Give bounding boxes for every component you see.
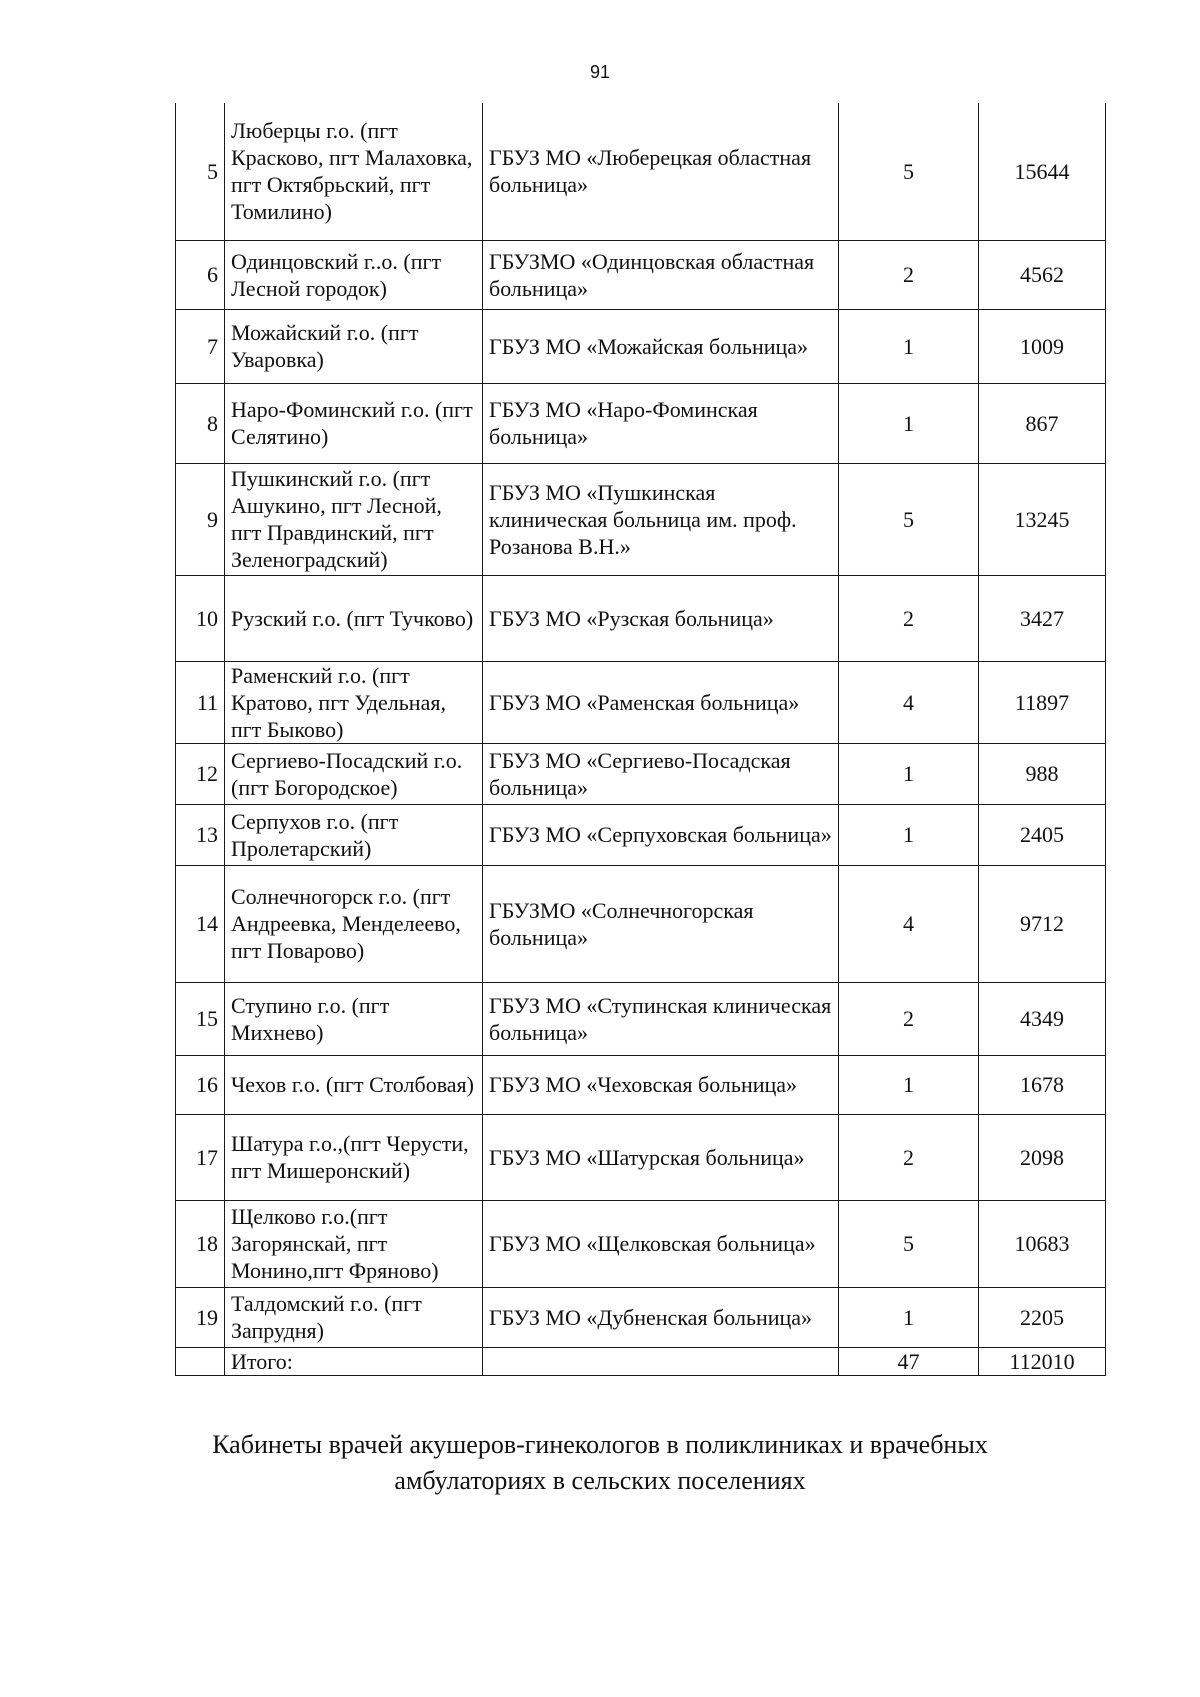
organization-cell: ГБУЗ МО «Ступинская клиническая больница» [483, 982, 839, 1055]
page-number: 91 [589, 62, 611, 82]
area-cell: Наро-Фоминский г.о. (пгт Селятино) [225, 383, 483, 463]
area-cell: Талдомский г.о. (пгт Запрудня) [225, 1287, 483, 1347]
count-cell: 1 [839, 804, 979, 865]
organization-cell: ГБУЗМО «Одинцовская областная больница» [483, 240, 839, 309]
row-number: 6 [176, 240, 225, 309]
area-cell: Шатура г.о.,(пгт Черусти, пгт Мишеронский) [225, 1114, 483, 1200]
population-cell: 9712 [979, 865, 1106, 982]
population-cell: 10683 [979, 1200, 1106, 1287]
table-row [176, 982, 1106, 1055]
row-number: 10 [176, 575, 225, 661]
population-cell: 4562 [979, 240, 1106, 309]
organization-cell: ГБУЗ МО «Шатурская больница» [483, 1114, 839, 1200]
table-row [176, 575, 1106, 661]
organization-cell: ГБУЗ МО «Дубненская больница» [483, 1287, 839, 1347]
population-cell: 11897 [979, 661, 1106, 743]
count-cell: 1 [839, 1287, 979, 1347]
area-cell: Можайский г.о. (пгт Уваровка) [225, 309, 483, 383]
row-number: 18 [176, 1200, 225, 1287]
row-number: 13 [176, 804, 225, 865]
row-number: 11 [176, 661, 225, 743]
table-row [176, 1114, 1106, 1200]
area-cell: Раменский г.о. (пгт Кратово, пгт Удельная, пгт Быково) [225, 661, 483, 743]
area-cell: Чехов г.о. (пгт Столбовая) [225, 1055, 483, 1114]
table-row [176, 463, 1106, 575]
table-row [176, 804, 1106, 865]
organization-cell: ГБУЗ МО «Рузская больница» [483, 575, 839, 661]
organization-cell: ГБУЗ МО «Чеховская больница» [483, 1055, 839, 1114]
table-row [176, 309, 1106, 383]
table-row [176, 383, 1106, 463]
organization-cell: ГБУЗМО «Солнечногорская больница» [483, 865, 839, 982]
organization-cell: ГБУЗ МО «Люберецкая областная больница» [483, 103, 839, 240]
row-number: 15 [176, 982, 225, 1055]
population-cell: 15644 [979, 103, 1106, 240]
population-cell: 13245 [979, 463, 1106, 575]
count-cell: 2 [839, 1114, 979, 1200]
count-cell: 2 [839, 240, 979, 309]
population-cell: 4349 [979, 982, 1106, 1055]
total-population: 112010 [979, 1347, 1106, 1375]
count-cell: 1 [839, 1055, 979, 1114]
table-row [176, 1287, 1106, 1347]
table-row [176, 661, 1106, 743]
population-cell: 3427 [979, 575, 1106, 661]
count-cell: 2 [839, 982, 979, 1055]
organization-cell: ГБУЗ МО «Пушкинская клиническая больница им. проф. Розанова В.Н.» [483, 463, 839, 575]
row-number: 12 [176, 743, 225, 804]
area-cell: Рузский г.о. (пгт Тучково) [225, 575, 483, 661]
area-cell: Сергиево-Посадский г.о. (пгт Богородское) [225, 743, 483, 804]
table-row [176, 1055, 1106, 1114]
population-cell: 1678 [979, 1055, 1106, 1114]
total-empty-cell [176, 1347, 225, 1375]
hospital-table [175, 103, 1106, 1376]
count-cell: 1 [839, 383, 979, 463]
organization-cell: ГБУЗ МО «Раменская больница» [483, 661, 839, 743]
table-total-row [176, 1347, 1106, 1375]
count-cell: 1 [839, 743, 979, 804]
population-cell: 1009 [979, 309, 1106, 383]
count-cell: 4 [839, 661, 979, 743]
row-number: 9 [176, 463, 225, 575]
area-cell: Солнечногорск г.о. (пгт Андреевка, Менделеево, пгт Поварово) [225, 865, 483, 982]
area-cell: Одинцовский г..о. (пгт Лесной городок) [225, 240, 483, 309]
row-number: 17 [176, 1114, 225, 1200]
total-label: Итого: [225, 1347, 483, 1375]
area-cell: Пушкинский г.о. (пгт Ашукино, пгт Лесной, пгт Правдинский, пгт Зеленоградский) [225, 463, 483, 575]
population-cell: 988 [979, 743, 1106, 804]
count-cell: 2 [839, 575, 979, 661]
table-row [176, 103, 1106, 240]
total-count: 47 [839, 1347, 979, 1375]
row-number: 16 [176, 1055, 225, 1114]
row-number: 14 [176, 865, 225, 982]
table-row [176, 240, 1106, 309]
table-row [176, 865, 1106, 982]
area-cell: Серпухов г.о. (пгт Пролетарский) [225, 804, 483, 865]
organization-cell: ГБУЗ МО «Можайская больница» [483, 309, 839, 383]
table-row [176, 743, 1106, 804]
population-cell: 2098 [979, 1114, 1106, 1200]
population-cell: 867 [979, 383, 1106, 463]
organization-cell: ГБУЗ МО «Щелковская больница» [483, 1200, 839, 1287]
row-number: 19 [176, 1287, 225, 1347]
population-cell: 2405 [979, 804, 1106, 865]
count-cell: 5 [839, 463, 979, 575]
count-cell: 5 [839, 1200, 979, 1287]
count-cell: 1 [839, 309, 979, 383]
section-caption [0, 1427, 1200, 1499]
caption-line-2: амбулаториях в сельских поселениях [394, 1466, 806, 1495]
organization-cell: ГБУЗ МО «Сергиево-Посадская больница» [483, 743, 839, 804]
total-empty-cell [483, 1347, 839, 1375]
row-number: 8 [176, 383, 225, 463]
table-row [176, 1200, 1106, 1287]
area-cell: Щелково г.о.(пгт Загорянскай, пгт Монино,пгт Фряново) [225, 1200, 483, 1287]
area-cell: Люберцы г.о. (пгт Красково, пгт Малаховка, пгт Октябрьский, пгт Томилино) [225, 103, 483, 240]
organization-cell: ГБУЗ МО «Наро-Фоминская больница» [483, 383, 839, 463]
population-cell: 2205 [979, 1287, 1106, 1347]
area-cell: Ступино г.о. (пгт Михнево) [225, 982, 483, 1055]
organization-cell: ГБУЗ МО «Серпуховская больница» [483, 804, 839, 865]
row-number: 7 [176, 309, 225, 383]
caption-line-1: Кабинеты врачей акушеров-гинекологов в поликлиниках и врачебных [212, 1430, 988, 1459]
row-number: 5 [176, 103, 225, 240]
count-cell: 4 [839, 865, 979, 982]
count-cell: 5 [839, 103, 979, 240]
